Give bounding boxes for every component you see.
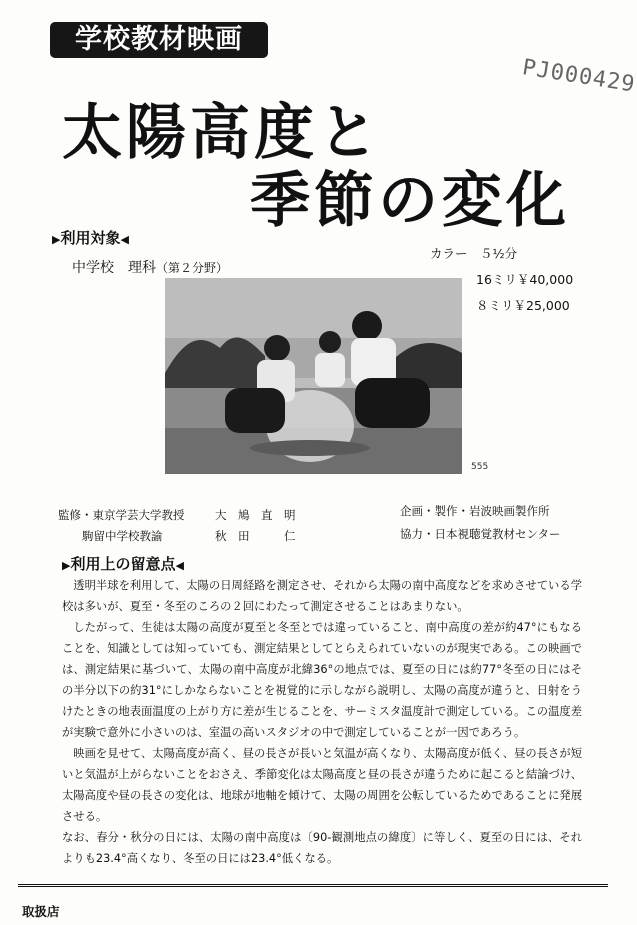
arrow-left-icon: ◀ xyxy=(120,233,129,246)
title-line-1: 太陽高度と xyxy=(62,98,382,168)
target-label: 中学校 理科 xyxy=(72,260,156,276)
photo-number: 555 xyxy=(471,462,489,472)
production-credit: 企画・製作・岩波映画製作所 xyxy=(400,504,550,518)
arrow-right-icon: ▶ xyxy=(62,559,71,572)
advisor-name: 秋 田 仁 xyxy=(215,529,296,543)
notes-paragraph: 透明半球を利用して、太陽の日周経路を測定させ、それから太陽の南中高度などを求めさせている学校は多いが、夏至・冬至のころの２回にわたって測定させることはあまりない。 xyxy=(62,579,582,613)
photo-illustration xyxy=(165,278,462,474)
dealer-label: 取扱店 xyxy=(22,904,60,919)
category-tag: 学校教材映画 xyxy=(50,22,268,58)
usage-heading xyxy=(52,228,129,250)
price-16mm: 16ミリ￥40,000 xyxy=(476,272,574,287)
target-note: （第２分野） xyxy=(156,261,229,275)
handwritten-note: PJ000429 xyxy=(520,55,637,98)
arrow-right-icon: ▶ xyxy=(52,233,61,246)
cooperation-credit: 協力・日本視聴覚教材センター xyxy=(400,527,561,541)
notes-heading xyxy=(62,554,184,576)
notes-paragraph: なお、春分・秋分の日には、太陽の南中高度は〔90-観測地点の緯度〕に等しく、夏至の日には、それよりも23.4°高くなり、冬至の日には23.4°低くなる。 xyxy=(62,831,582,865)
advisor-label: 駒留中学校教諭 xyxy=(82,529,163,543)
title-line-2: 季節の変化 xyxy=(250,166,570,236)
supervisor-name: 大 鳩 直 明 xyxy=(215,508,296,522)
film-still-photo xyxy=(165,278,462,474)
notes-paragraph: したがって、生徒は太陽の高度が夏至と冬至とでは違っていること、南中高度の差が約47°にもなることを、知識としては知っていても、測定結果としてとらえられていないのが現実である。この映画では、測定結果に基づいて、太陽の南中高度が北緯36°の地点では、夏至の日には約77°冬至の日にはその半分以下の約31°にしかならないことを視覚的に示しながら説明し、太陽の高度が違うと、日射をうけたときの地表面温度の上がり方に差が生じることを、サーミスタ温度計で測定している。この温度差が実験で意外に小さいのは、室温の高いスタジオの中で測定していることが一因であろう。 xyxy=(62,621,582,739)
notes-paragraph: 映画を見せて、太陽高度が高く、昼の長さが長いと気温が高くなり、太陽高度が低く、昼の長さが短いと気温が上がらないことをおさえ、季節変化は太陽高度と昼の長さが違うために起こると結論づけ、太陽高度や昼の長さの変化は、地球が地軸を傾けて、太陽の周囲を公転しているためであることに発展させる。 xyxy=(62,747,582,823)
notes-body xyxy=(62,575,582,869)
supervisor-label: 監修・東京学芸大学教授 xyxy=(58,508,185,522)
usage-heading-label: 利用対象 xyxy=(60,229,121,247)
price-8mm: ８ミリ￥25,000 xyxy=(476,298,570,313)
color-length: カラー ５½分 xyxy=(430,246,518,261)
notes-heading-label: 利用上の留意点 xyxy=(70,555,176,573)
target-audience xyxy=(72,257,228,277)
arrow-left-icon: ◀ xyxy=(175,559,184,572)
footer-rule xyxy=(18,884,608,887)
